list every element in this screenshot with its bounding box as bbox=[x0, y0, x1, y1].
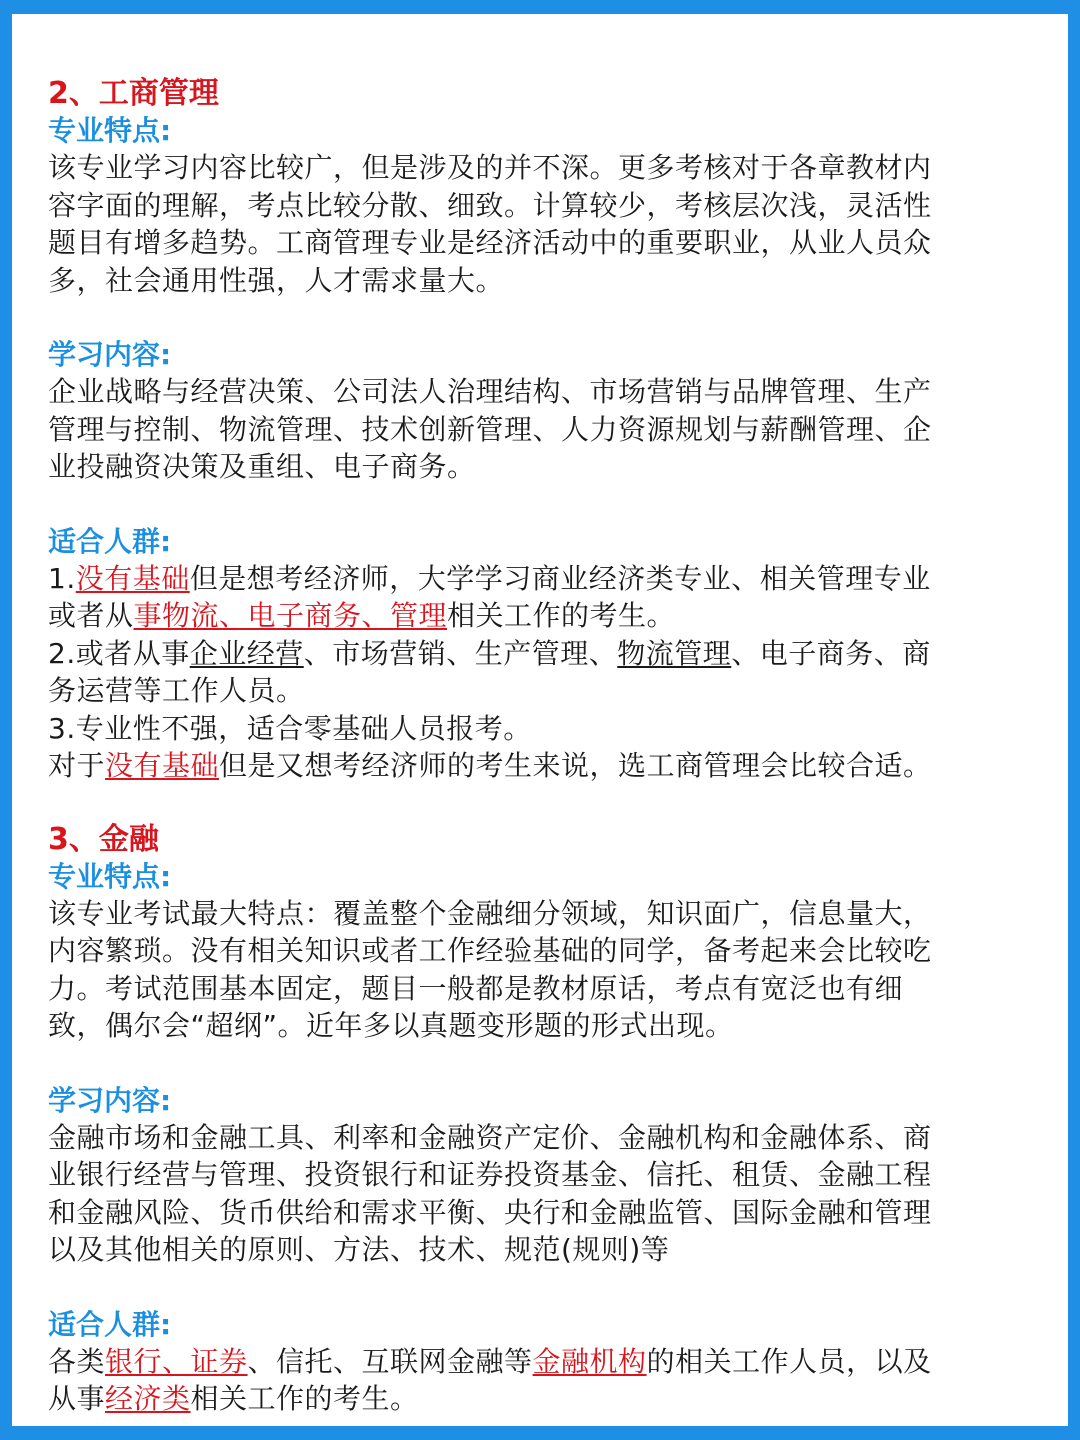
section-title: 3、金融 bbox=[48, 821, 159, 857]
text-line: 企业战略与经营决策、公司法人治理结构、市场营销与品牌管理、生产 bbox=[48, 375, 932, 408]
text-line bbox=[48, 597, 1028, 635]
content-heading: 学习内容: bbox=[48, 1083, 172, 1117]
content-paragraph bbox=[48, 1119, 1028, 1269]
section-title: 2、工商管理 bbox=[48, 76, 219, 111]
text-line: 管理与控制、物流管理、技术创新管理、人力资源规划与薪酬管理、企 bbox=[48, 412, 932, 446]
audience-paragraph bbox=[48, 1343, 1028, 1418]
highlight-text: 银行、证券 bbox=[105, 1344, 248, 1378]
features-paragraph bbox=[48, 149, 1028, 299]
text-line: 务运营等工作人员。 bbox=[48, 674, 305, 707]
features-heading: 专业特点: bbox=[48, 859, 172, 893]
body-text: 从事 bbox=[48, 1382, 106, 1415]
text-line: 该专业考试最大特点：覆盖整个金融细分领域，知识面广，信息量大， bbox=[48, 896, 932, 930]
features-paragraph bbox=[48, 895, 1028, 1045]
text-line bbox=[48, 560, 1028, 598]
highlight-text: 没有基础 bbox=[105, 749, 220, 782]
text-line: 3.专业性不强，适合零基础人员报考。 bbox=[48, 711, 532, 745]
body-text: 、电子商务、商 bbox=[731, 636, 931, 670]
underlined-text: 企业经营 bbox=[189, 636, 304, 670]
highlight-text: 金融机构 bbox=[532, 1344, 647, 1378]
text-line: 内容繁琐。没有相关知识或者工作经验基础的同学，备考起来会比较吃 bbox=[48, 934, 932, 967]
text-line: 以及其他相关的原则、方法、技术、规范(规则)等 bbox=[48, 1233, 670, 1266]
content-paragraph bbox=[48, 373, 1028, 486]
audience-heading: 适合人群: bbox=[48, 1307, 172, 1341]
text-line bbox=[48, 1380, 1028, 1418]
text-line: 致，偶尔会“超纲”。近年多以真题变形题的形式出现。 bbox=[48, 1009, 734, 1042]
text-line bbox=[48, 747, 1028, 785]
highlight-text: 事物流、电子商务、管理 bbox=[133, 599, 448, 632]
text-line: 多，社会通用性强，人才需求量大。 bbox=[48, 263, 505, 297]
body-text: 的相关工作人员，以及 bbox=[646, 1344, 932, 1378]
text-line: 力。考试范围基本固定，题目一般都是教材原话，考点有宽泛也有细 bbox=[48, 971, 904, 1005]
audience-paragraph bbox=[48, 560, 1028, 785]
text-line bbox=[48, 1343, 1028, 1381]
audience-heading: 适合人群: bbox=[48, 524, 172, 558]
text-line: 业银行经营与管理、投资银行和证券投资基金、信托、租赁、金融工程 bbox=[48, 1158, 932, 1191]
body-text: 2.或者从事 bbox=[48, 636, 190, 670]
text-line: 容字面的理解，考点比较分散、细致。计算较少，考核层次浅，灵活性 bbox=[48, 188, 932, 222]
section-finance bbox=[48, 822, 1028, 1418]
features-heading: 专业特点: bbox=[48, 114, 172, 147]
text-line bbox=[48, 635, 1028, 673]
text-line: 金融市场和金融工具、利率和金融资产定价、金融机构和金融体系、商 bbox=[48, 1120, 932, 1154]
text-line: 题目有增多趋势。工商管理专业是经济活动中的重要职业，从业人员众 bbox=[48, 226, 932, 259]
content-card bbox=[12, 14, 1068, 1426]
body-text: 或者从 bbox=[48, 599, 134, 632]
section-business-admin bbox=[48, 76, 1028, 785]
content-heading: 学习内容: bbox=[48, 338, 172, 371]
text-line: 和金融风险、货币供给和需求平衡、央行和金融监管、国际金融和管理 bbox=[48, 1195, 932, 1229]
body-text: 、信托、互联网金融等 bbox=[247, 1344, 533, 1378]
body-text: 相关工作的考生。 bbox=[190, 1382, 419, 1415]
text-line: 业投融资决策及重组、电子商务。 bbox=[48, 450, 476, 483]
list-number: 1. bbox=[48, 561, 76, 595]
body-text: 但是想考经济师，大学学习商业经济类专业、相关管理专业 bbox=[189, 561, 931, 595]
body-text: 、市场营销、生产管理、 bbox=[303, 636, 618, 670]
text-line: 该专业学习内容比较广，但是涉及的并不深。更多考核对于各章教材内 bbox=[48, 151, 932, 184]
article-body bbox=[48, 76, 1028, 1418]
body-text: 相关工作的考生。 bbox=[447, 599, 676, 632]
body-text: 但是又想考经济师的考生来说，选工商管理会比较合适。 bbox=[219, 749, 932, 782]
body-text: 各类 bbox=[48, 1344, 106, 1378]
highlight-text: 没有基础 bbox=[75, 561, 190, 595]
highlight-text: 经济类 bbox=[105, 1382, 191, 1415]
underlined-text: 物流管理 bbox=[617, 636, 732, 670]
body-text: 对于 bbox=[48, 749, 106, 782]
